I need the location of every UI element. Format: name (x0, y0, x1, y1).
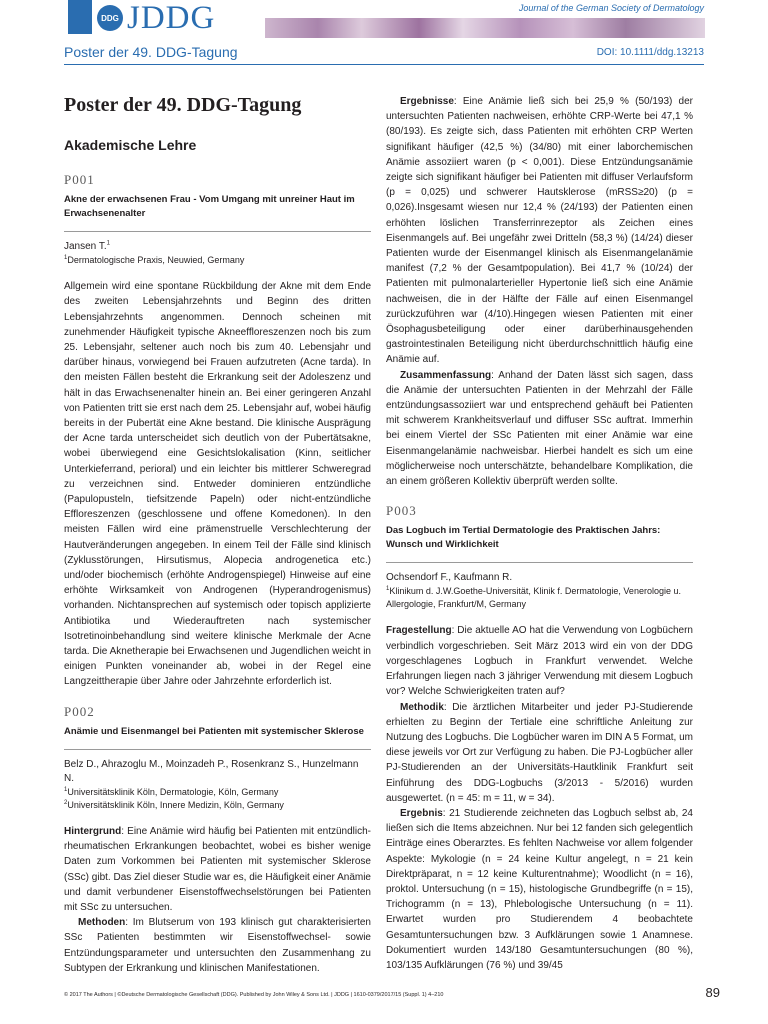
fragestellung-label: Fragestellung (386, 625, 452, 637)
abstract-title: Akne der erwachsenen Frau - Vom Umgang mit unreiner Haut im Erwachsenenalter (64, 194, 355, 220)
methoden-paragraph (64, 915, 371, 976)
section-title: Akademische Lehre (64, 137, 197, 153)
methodik-paragraph (386, 700, 693, 806)
affiliation: $^2$Universitätsklinik Köln, Innere Medizin, Köln, Germany (64, 799, 284, 810)
header-rule (64, 64, 704, 65)
right-column (386, 94, 693, 973)
journal-logo: JDDG (127, 0, 216, 36)
ergebnis-paragraph (386, 806, 693, 973)
affiliation-block (64, 254, 371, 267)
hintergrund-text: : Eine Anämie wird häufig bei Patienten mit entzündlich-rheumatischen Erkrankungen beobachtet, wobei es bisher wenige Daten zum Vorkommen bei Patienten mit systemischer Sklerose (SSc) gibt. Das Ziel dieser Studie war es, die Häufigkeit einer Anämie und damit verbundener Eisenstoffwechselstörungen bei Patienten mit SSc zu untersuchen. (64, 825, 371, 913)
affiliation-text: Dermatologische Praxis, Neuwied, Germany (67, 255, 245, 266)
affiliation-text: Universitätsklinik Köln, Dermatologie, Köln, Germany (67, 786, 279, 797)
left-column (64, 92, 371, 976)
affiliation: $^1$Universitätsklinik Köln, Dermatologie, Köln, Germany (64, 786, 279, 797)
page-title: Poster der 49. DDG-Tagung (64, 94, 302, 116)
affiliation-block (64, 786, 371, 812)
abstract-id: P002 (64, 703, 95, 719)
logo-color-block (68, 0, 92, 34)
abstract-title: Das Logbuch im Tertial Dermatologie des Praktischen Jahrs: Wunsch und Wirklichkeit (386, 525, 661, 551)
abstract-authors: Ochsendorf F., Kaufmann R. (386, 572, 513, 584)
header-image-strip (265, 18, 705, 38)
ergebnisse-paragraph (386, 94, 693, 368)
fragestellung-text: : Die aktuelle AO hat die Verwendung von Logbüchern verbindlich vorgeschrieben. Seit März 2013 wird ein von der DDG vorgeschlagenes Logbuch in Frankfurt verwendet. Welche Erfahrungen liegen nach 3 jähriger Verwendung mit diesem Logbuch vor? Welche Schwierigkeiten traten auf? (386, 625, 693, 698)
methodik-text: : Die ärztlichen Mitarbeiter und jeder PJ-Studierende erhielten zu Beginn der Tertiale eine schriftliche Anleitung zur Nutzung des Logbuchs. Die Logbücher waren im DIN A 5 Format, um diese jeweils vor Ort zur Verfügung zu haben. Die PJ-Logbücher aller PJ-Studierenden an der Universitäts-Hautklinik Frankfurt seit Einführung des DDG-Logbuchs (3/2013 - 5/2016) wurden ausgewertet. (n = 45: m = 11, w = 34). (386, 701, 693, 804)
page-number: 89 (705, 985, 720, 1000)
ergebnis-text: : 21 Studierende zeichneten das Logbuch selbst ab, 24 ließen sich die Items abzeichnen. Nur bei 12 fanden sich gelegentlich Einträge eines Oberarztes. Es fehlten Nachweise vor allem folgender Aspekte: Mykologie (n = 24 keine Kultur angelegt, n = 21 kein Direktpräparat, n = 12 keine Kulturentnahme); Woodlicht (n = 16), proktol. Untersuchung (n = 15), histologische Grundbegriffe (n = 15), Trichogramm (n = 13), Phlebologische Untersuchung (n = 11). Erwartet wurden pro Studierendem 4 beobachtete Gesamtuntersuchungen bzw. 3 Aufklärungen sowie 1 Anamnese. Dokumentiert wurden 143/180 Gesamtuntersuchungen (80 %), 103/135 Aufklärungen (76 %) und 39/45 (386, 807, 693, 971)
abstract-authors: Jansen T.$^1$ (64, 240, 110, 253)
zusammenfassung-text: : Anhand der Daten lässt sich sagen, dass die Anämie der untersuchten Patienten in der Mehrzahl der Fälle entzündungsassoziiert war und entsprechend gehäuft bei Patienten mit schwerem Krankheitsverlauf und diffuser SSc auftrat. Immerhin bei einem Viertel der SSc Patienten mit einer Anämie war eine Eisenmangelanämie nachweisbar. Hierbei handelt es sich um eine möglicherweise noch unterschätzte, behandelbare Komplikation, die an einem größeren Kollektiv überprüft werden sollte. (386, 369, 693, 488)
methodik-label: Methodik (400, 701, 444, 713)
zusammenfassung-label: Zusammenfassung (400, 369, 492, 381)
abstract-body: Allgemein wird eine spontane Rückbildung der Akne mit dem Ende des zweiten Lebensjahrzehnts und Beginn des dritten Lebensjahrzehnts angenommen. Dennoch scheinen mit zunehmender Häufigkeit typische Akneeffloreszenzen noch bis zum 25. Lebensjahr, seltener auch noch bis zum 40. Lebensjahr und darüber hinaus, vorwiegend bei Frauen aufzutreten (Acne tarda). In den meisten Fällen besteht die Erkrankung seit der Adoleszenz und hält in das Erwachsenenalter hinein an. Bei einer geringeren Anzahl von Patienten tritt sie erst nach dem 25. Lebensjahr auf, wobei häufig bereits in der Pubertät eine Akne bestand. Die klinische Ausprägung der Acne tarda unterscheidet sich deutlich von der Pubertätsakne, wobei überwiegend eine Gesichtslokalisation (Kinn, seitlicher Unterkieferrand, perioral) und ein leichter bis mittlerer Schweregrad zu verzeichnen sind. Entweder dominieren entzündliche (Papulopusteln, tiefsitzende Papeln) oder nicht-entzündliche Effloreszenzen (geschlossene und offene Komedonen). In den meisten Fällen wird eine prämenstruelle Verschlechterung der Hautveränderungen angegeben. In einem Teil der Fälle sind klinisch (Zyklusstörungen, Hirsutismus, Alopecia androgenetica etc.) und/oder biochemisch (erhöhte Androgenspiegel) Hinweise auf eine erhöhte Wirksamkeit von Androgenen (Hyperandrogenismus) vorhanden. Nichtansprechen auf systemisch oder topisch applizierte Antibiotika und Wiederauftreten nach systemischer Isotretinoinbehandlung sind weitere klinische Merkmale der Acne tarda. Die Aknetherapie bei Erwachsenen und Jugendlichen weicht in einigen Punkten voneinander ab, wobei in der Regel eine Langzeittherapie über Jahre oder Jahrzehnte erforderlich ist. (64, 281, 371, 688)
affiliation-block (386, 585, 693, 611)
hintergrund-label: Hintergrund (64, 825, 122, 837)
page-footer: © 2017 The Authors | ©Deutsche Dermatologische Gesellschaft (DDG). Published by John Wiley & Sons Ltd. | JDDG | 1610-0379/2017/15 (Suppl. 1) 4–210 (64, 992, 444, 998)
journal-header (0, 0, 768, 40)
abstract-p001 (64, 172, 371, 690)
abstract-id: P003 (386, 503, 417, 519)
ergebnisse-text: : Eine Anämie ließ sich bei 25,9 % (50/193) der untersuchten Patienten nachweisen, erhöhte CRP-Werte bei 47,1 % (80/193). Es zeigte sich, dass Patienten mit erhöhten CRP Werten signifikant häufiger (42,5 %) (34/80) mit einer laborchemischen Anämie assoziiert waren (p < 0,001). Diese Entzündungsanämie zeigte sich signifikant häufiger bei Patienten mit diffuser Verlaufsform (p = 0,025) und schwerer Hautsklerose (mRSS≥20) (p = 0,026).Insgesamt wiesen nur 12,4 % (24/193) der Patienten einen erhöhten löslichen Transferrinrezeptor als Zeichen eines Eisenmangels auf. Bei ungefähr zwei Dritteln (58,3 %) (14/24) dieser Patienten wurde der Eisenmangel klinisch als Eisenmangelanämie manifest (7,2 % der Gesamtpopulation). Bei 41,7 % (10/24) der Patienten mit pulmonalarterieller Hypertonie ließ sich eine Anämie nachweisen, die in der Hälfte der Fälle auf einen Eisenmangel zurückzuführen war (4/10).Hingegen wiesen Patienten mit einer Ösophagusbeteiligung oder einer darüberhinausgehenden gastrointestinalen Beteiligung nicht überdurchschnittlich häufig eine Anämie auf. (386, 96, 693, 366)
abstract-p003 (386, 503, 693, 973)
abstract-id: P001 (64, 172, 95, 187)
abstract-rule (386, 562, 693, 563)
affiliation-text: Klinikum d. J.W.Goethe-Universität, Klinik f. Dermatologie, Venerologie u. Allergologie, Frankfurt/M, Germany (386, 586, 681, 610)
authors-text: Jansen T. (64, 241, 107, 253)
methoden-label: Methoden (78, 917, 126, 929)
abstract-rule (64, 749, 371, 750)
running-head: Poster der 49. DDG-Tagung (64, 44, 238, 60)
abstract-authors: Belz D., Ahrazoglu M., Moinzadeh P., Rosenkranz S., Hunzelmann N. (64, 758, 359, 784)
abstract-rule (64, 231, 371, 232)
ddg-logo-text: DDG (101, 13, 119, 23)
ergebnisse-label: Ergebnisse (400, 96, 454, 107)
ergebnis-label: Ergebnis (400, 807, 443, 819)
affiliation: $^1$Klinikum d. J.W.Goethe-Universität, Klinik f. Dermatologie, Venerologie u. Allergologie, Frankfurt/M, Germany (386, 586, 681, 610)
fragestellung-paragraph (386, 623, 693, 699)
abstract-p002 (64, 704, 371, 976)
hintergrund-paragraph (64, 824, 371, 915)
abstract-title: Anämie und Eisenmangel bei Patienten mit systemischer Sklerose (64, 725, 364, 737)
affiliation: $^1$Dermatologische Praxis, Neuwied, Germany (64, 255, 245, 266)
ddg-logo-icon (97, 5, 123, 31)
methoden-text: : Im Blutserum von 193 klinisch gut charakterisierten SSc Patienten bestimmten wir Eisenstoffwechsel- sowie Entzündungsparameter und untersuchten den Zusammenhang zu Subtypen der Erkrankung und klinischen Manifestationen. (64, 917, 371, 974)
affiliation-text: Universitätsklinik Köln, Innere Medizin, Köln, Germany (67, 799, 284, 810)
journal-name: Journal of the German Society of Dermatology (518, 3, 704, 13)
doi: DOI: 10.1111/ddg.13213 (596, 47, 704, 58)
zusammenfassung-paragraph (386, 368, 693, 490)
